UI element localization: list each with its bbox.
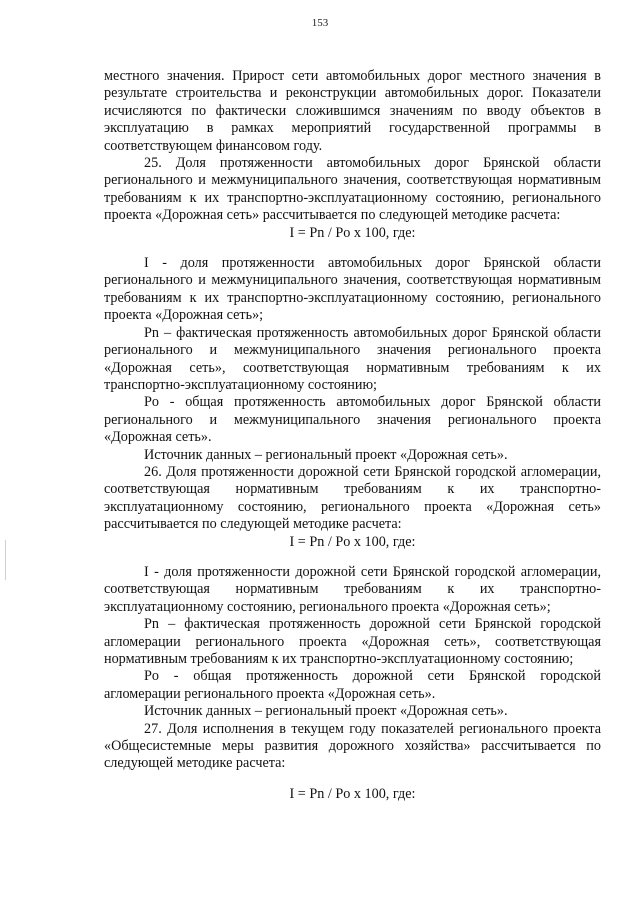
spacer xyxy=(104,773,601,786)
spacer xyxy=(104,551,601,564)
paragraph-item-26: 26. Доля протяженности дорожной сети Брянской городской агломерации, соответствующая нормативным требованиям к их транспортно-эксплуатационному состоянию, регионального проекта «Дорожная сеть» рассчитывается по следующей методике расчета: xyxy=(104,463,601,533)
paragraph-intro-continuation: местного значения. Прирост сети автомобильных дорог местного значения в результате строительства и реконструкции автомобильных дорог. Показатели исчисляются по фактически сложившимся значениям по вводу объектов в эксплуатацию в рамках мероприятий государственной программы в соответствующем финансовом году. xyxy=(104,68,601,154)
formula-item-27: I = Pn / Po x 100, где: xyxy=(289,785,416,802)
formula-item-25: I = Pn / Po x 100, где: xyxy=(289,224,416,241)
definition-i-26: I - доля протяженности дорожной сети Брянской городской агломерации, соответствующая нормативным требованиям к их транспортно-эксплуатационному состоянию, регионального проекта «Дорожная сеть»; xyxy=(104,563,601,615)
paragraph-item-27: 27. Доля исполнения в текущем году показателей регионального проекта «Общесистемные меры развития дорожного хозяйства» рассчитывается по следующей методике расчета: xyxy=(104,720,601,772)
page-number: 153 xyxy=(311,17,329,29)
definition-i-25: I - доля протяженности автомобильных дорог Брянской области регионального и межмуниципального значения, соответствующая нормативным требованиям к их транспортно-эксплуатационному состоянию, регионального проекта «Дорожная сеть»; xyxy=(104,255,601,324)
paragraph-item-25: 25. Доля протяженности автомобильных дорог Брянской области регионального и межмуниципального значения, соответствующая нормативным требованиям к их транспортно-эксплуатационному состоянию, регионального проекта «Дорожная сеть» рассчитывается по следующей методике расчета: xyxy=(104,155,601,224)
spacer xyxy=(104,242,601,255)
definition-po-25: Po - общая протяженность автомобильных дорог Брянской области регионального и межмуниципального значения регионального проекта «Дорожная сеть». xyxy=(104,394,601,446)
scan-margin-mark xyxy=(5,540,6,580)
definition-po-26: Po - общая протяженность дорожной сети Брянской городской агломерации регионального проекта «Дорожная сеть». xyxy=(104,668,601,702)
formula-item-26: I = Pn / Po x 100, где: xyxy=(289,533,416,550)
data-source-26: Источник данных – региональный проект «Дорожная сеть». xyxy=(144,703,508,720)
definition-pn-26: Pn – фактическая протяженность дорожной сети Брянской городской агломерации регионального проекта «Дорожная сеть», соответствующая нормативным требованиям к их транспортно-эксплуатационному состоянию; xyxy=(104,616,601,667)
definition-pn-25: Pn – фактическая протяженность автомобильных дорог Брянской области регионального и межмуниципального значения регионального проекта «Дорожная сеть», соответствующая нормативным требованиям к их транспортно-эксплуатационному состоянию; xyxy=(104,324,601,393)
page-body xyxy=(104,68,601,803)
data-source-25: Источник данных – региональный проект «Дорожная сеть». xyxy=(144,446,508,463)
